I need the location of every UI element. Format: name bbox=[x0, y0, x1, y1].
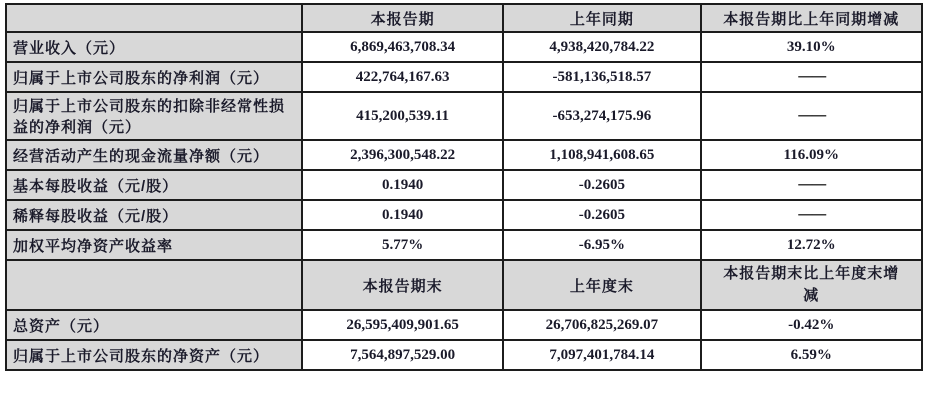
header-current-period-end: 本报告期末 bbox=[302, 260, 503, 310]
current-value: 2,396,300,548.22 bbox=[302, 140, 503, 170]
change-value bbox=[701, 200, 922, 230]
dash-placeholder: —— bbox=[798, 176, 825, 193]
table-row-diluted-eps bbox=[6, 200, 922, 230]
change-value: -0.42% bbox=[701, 310, 922, 340]
current-value: 5.77% bbox=[302, 230, 503, 260]
header-period-change: 本报告期比上年同期增减 bbox=[701, 4, 922, 32]
prior-value: -653,274,175.96 bbox=[503, 92, 700, 140]
financial-summary-table bbox=[5, 3, 923, 371]
prior-value: -0.2605 bbox=[503, 200, 700, 230]
prior-value: 26,706,825,269.07 bbox=[503, 310, 700, 340]
row-label: 基本每股收益（元/股） bbox=[6, 170, 302, 200]
change-value: 39.10% bbox=[701, 32, 922, 62]
change-value: 12.72% bbox=[701, 230, 922, 260]
current-value: 415,200,539.11 bbox=[302, 92, 503, 140]
change-value: 116.09% bbox=[701, 140, 922, 170]
row-label: 经营活动产生的现金流量净额（元） bbox=[6, 140, 302, 170]
row-label: 加权平均净资产收益率 bbox=[6, 230, 302, 260]
row-label: 归属于上市公司股东的净利润（元） bbox=[6, 62, 302, 92]
dash-placeholder: —— bbox=[798, 206, 825, 223]
current-value: 0.1940 bbox=[302, 200, 503, 230]
table-row-net-profit-excl-nonrecurring bbox=[6, 92, 922, 140]
prior-value: -581,136,518.57 bbox=[503, 62, 700, 92]
table-row-weighted-avg-roe bbox=[6, 230, 922, 260]
change-value bbox=[701, 170, 922, 200]
change-value bbox=[701, 92, 922, 140]
table-row-operating-revenue bbox=[6, 32, 922, 62]
header-period-end-change bbox=[701, 260, 922, 310]
table-row-net-assets bbox=[6, 340, 922, 370]
header-empty-cell bbox=[6, 260, 302, 310]
header-current-period: 本报告期 bbox=[302, 4, 503, 32]
current-value: 7,564,897,529.00 bbox=[302, 340, 503, 370]
header-empty-cell bbox=[6, 4, 302, 32]
prior-value: 4,938,420,784.22 bbox=[503, 32, 700, 62]
current-value: 26,595,409,901.65 bbox=[302, 310, 503, 340]
table-row-basic-eps bbox=[6, 170, 922, 200]
header-prior-year-end: 上年度末 bbox=[503, 260, 700, 310]
prior-value: 7,097,401,784.14 bbox=[503, 340, 700, 370]
row-label: 归属于上市公司股东的扣除非经常性损益的净利润（元） bbox=[6, 92, 302, 140]
current-value: 422,764,167.63 bbox=[302, 62, 503, 92]
dash-placeholder: —— bbox=[798, 107, 825, 124]
prior-value: -6.95% bbox=[503, 230, 700, 260]
table-row-net-profit bbox=[6, 62, 922, 92]
change-value bbox=[701, 62, 922, 92]
row-label: 归属于上市公司股东的净资产（元） bbox=[6, 340, 302, 370]
prior-value: -0.2605 bbox=[503, 170, 700, 200]
current-value: 6,869,463,708.34 bbox=[302, 32, 503, 62]
header-row-period-end bbox=[6, 260, 922, 310]
current-value: 0.1940 bbox=[302, 170, 503, 200]
row-label: 营业收入（元） bbox=[6, 32, 302, 62]
table-row-operating-cash-flow bbox=[6, 140, 922, 170]
row-label: 稀释每股收益（元/股） bbox=[6, 200, 302, 230]
prior-value: 1,108,941,608.65 bbox=[503, 140, 700, 170]
row-label: 总资产（元） bbox=[6, 310, 302, 340]
change-value: 6.59% bbox=[701, 340, 922, 370]
header-prior-period: 上年同期 bbox=[503, 4, 700, 32]
header-row-period bbox=[6, 4, 922, 32]
dash-placeholder: —— bbox=[798, 68, 825, 85]
table-row-total-assets bbox=[6, 310, 922, 340]
header-period-end-change-label: 本报告期末比上年度末增减 bbox=[723, 265, 900, 304]
